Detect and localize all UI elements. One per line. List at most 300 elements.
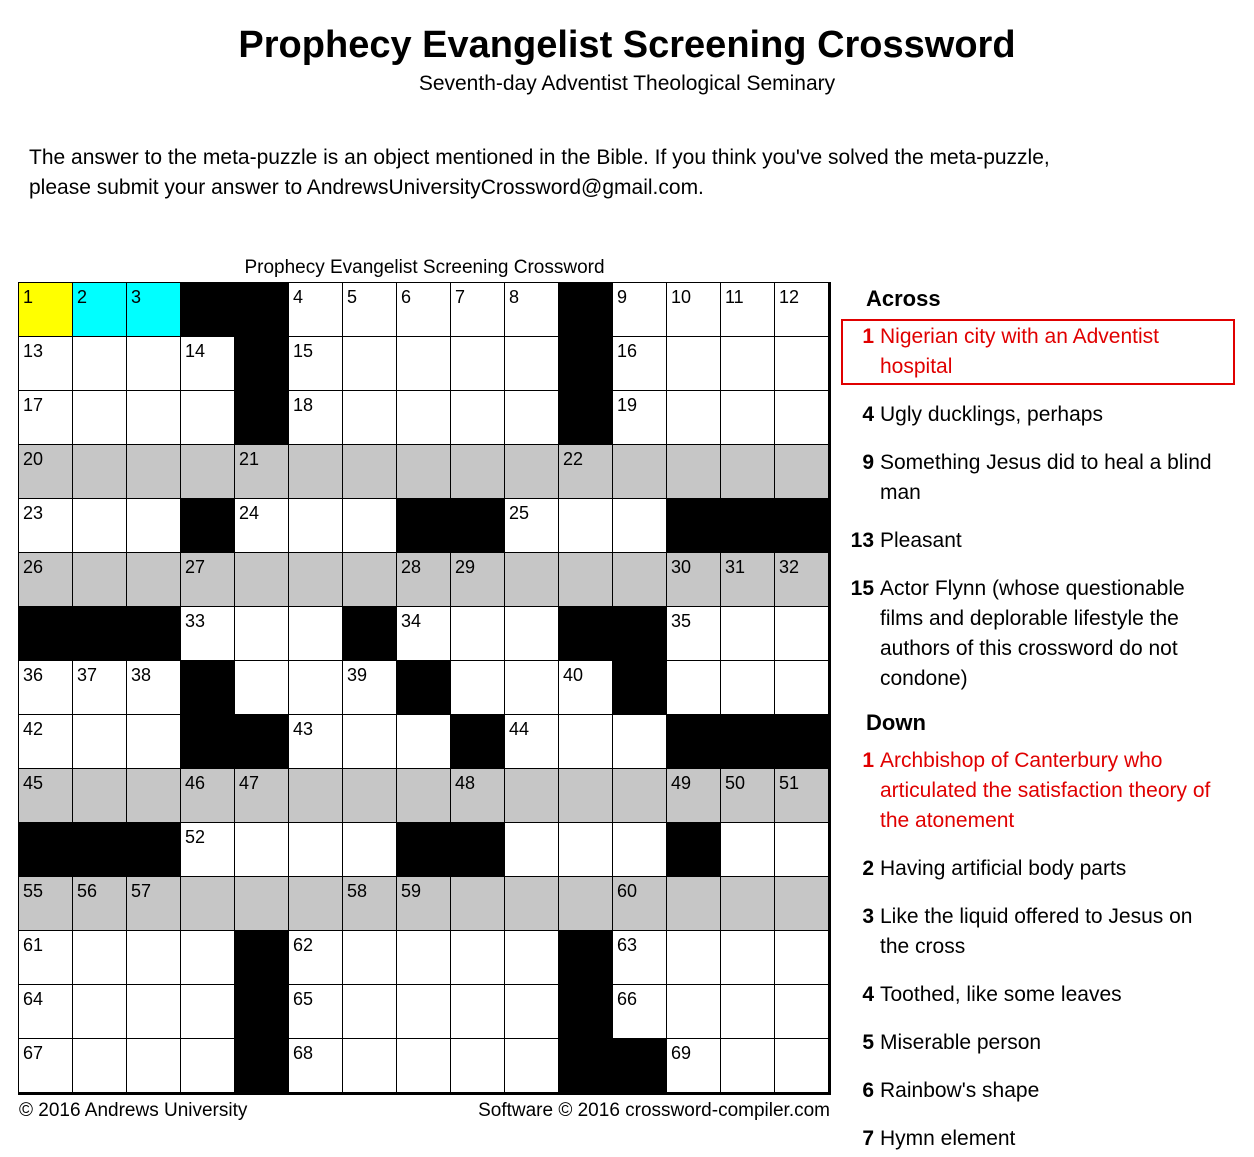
grid-cell[interactable] <box>451 985 505 1039</box>
clue-down-4[interactable] <box>841 977 1235 1013</box>
grid-cell[interactable] <box>19 553 73 607</box>
grid-cell[interactable] <box>73 985 127 1039</box>
grid-cell[interactable] <box>775 607 829 661</box>
grid-cell[interactable] <box>775 931 829 985</box>
instructions-line-1: The answer to the meta-puzzle is an object mentioned in the Bible. If you think you've solved the meta-puzzle, <box>29 146 1050 169</box>
cell-number: 22 <box>563 449 584 469</box>
grid-cell[interactable] <box>613 553 667 607</box>
cell-number: 67 <box>23 1043 44 1063</box>
cell-number: 8 <box>509 287 520 307</box>
grid-cell[interactable] <box>775 877 829 931</box>
grid-cell[interactable] <box>559 499 613 553</box>
grid-block <box>235 391 289 445</box>
grid-cell[interactable] <box>721 769 775 823</box>
grid-cell[interactable] <box>451 283 505 337</box>
grid-cell[interactable] <box>613 931 667 985</box>
clue-text: Having artificial body parts <box>880 857 1127 880</box>
grid-cell[interactable] <box>505 283 559 337</box>
grid-cell[interactable] <box>451 445 505 499</box>
clue-across-15[interactable] <box>841 571 1235 697</box>
grid-block <box>397 499 451 553</box>
grid-cell[interactable] <box>235 445 289 499</box>
grid-cell[interactable] <box>775 769 829 823</box>
grid-cell[interactable] <box>19 661 73 715</box>
grid-cell[interactable] <box>505 823 559 877</box>
grid-cell[interactable] <box>343 499 397 553</box>
grid-cell[interactable] <box>505 877 559 931</box>
grid-cell[interactable] <box>505 499 559 553</box>
grid-cell[interactable] <box>667 607 721 661</box>
grid-cell[interactable] <box>775 391 829 445</box>
grid-cell[interactable] <box>613 715 667 769</box>
grid-block <box>775 715 829 769</box>
grid-cell[interactable] <box>613 877 667 931</box>
clue-across-4[interactable] <box>841 397 1235 433</box>
grid-block <box>235 1039 289 1093</box>
grid-cell[interactable] <box>73 1039 127 1093</box>
grid-cell[interactable] <box>667 877 721 931</box>
grid-cell[interactable] <box>289 1039 343 1093</box>
grid-cell[interactable] <box>667 337 721 391</box>
grid-cell[interactable] <box>721 337 775 391</box>
grid-cell[interactable] <box>667 1039 721 1093</box>
grid-cell[interactable] <box>505 931 559 985</box>
grid-cell[interactable] <box>181 607 235 661</box>
grid-cell[interactable] <box>613 445 667 499</box>
cell-number: 55 <box>23 881 44 901</box>
grid-cell[interactable] <box>19 985 73 1039</box>
clue-text: Pleasant <box>880 529 962 552</box>
grid-cell[interactable] <box>451 931 505 985</box>
grid-cell[interactable] <box>343 769 397 823</box>
cell-number: 56 <box>77 881 98 901</box>
grid-cell[interactable] <box>127 391 181 445</box>
grid-cell[interactable] <box>559 553 613 607</box>
grid-cell[interactable] <box>235 877 289 931</box>
grid-cell[interactable] <box>721 283 775 337</box>
grid-cell[interactable] <box>19 499 73 553</box>
grid-cell[interactable] <box>73 661 127 715</box>
grid-cell[interactable] <box>73 553 127 607</box>
cell-number: 34 <box>401 611 422 631</box>
cell-number: 60 <box>617 881 638 901</box>
grid-cell[interactable] <box>73 877 127 931</box>
grid-cell[interactable] <box>775 985 829 1039</box>
grid-cell[interactable] <box>127 283 181 337</box>
grid-cell[interactable] <box>775 823 829 877</box>
cell-number: 32 <box>779 557 800 577</box>
grid-cell[interactable] <box>127 445 181 499</box>
grid-block <box>127 823 181 877</box>
cell-number: 69 <box>671 1043 692 1063</box>
grid-block <box>559 1039 613 1093</box>
grid-cell[interactable] <box>19 877 73 931</box>
grid-block <box>613 661 667 715</box>
grid-cell[interactable] <box>289 823 343 877</box>
grid-cell[interactable] <box>73 391 127 445</box>
grid-block <box>181 283 235 337</box>
clue-down-3[interactable] <box>841 899 1235 965</box>
grid-cell[interactable] <box>397 877 451 931</box>
cell-number: 24 <box>239 503 260 523</box>
grid-cell[interactable] <box>667 985 721 1039</box>
grid-cell[interactable] <box>397 445 451 499</box>
page-subtitle: Seventh-day Adventist Theological Seminary <box>418 72 836 95</box>
page-title: Prophecy Evangelist Screening Crossword <box>238 24 1016 66</box>
cell-number: 12 <box>779 287 800 307</box>
grid-cell[interactable] <box>775 337 829 391</box>
across-clue-list <box>841 319 1241 697</box>
clue-number: 5 <box>862 1031 874 1054</box>
grid-cell[interactable] <box>343 391 397 445</box>
grid-cell[interactable] <box>73 445 127 499</box>
grid-cell[interactable] <box>667 391 721 445</box>
grid-cell[interactable] <box>19 445 73 499</box>
grid-cell[interactable] <box>721 877 775 931</box>
grid-cell[interactable] <box>289 661 343 715</box>
grid-block <box>235 337 289 391</box>
cell-number: 21 <box>239 449 260 469</box>
cell-number: 42 <box>23 719 44 739</box>
grid-cell[interactable] <box>127 1039 181 1093</box>
clue-across-1[interactable] <box>841 319 1235 385</box>
grid-cell[interactable] <box>397 985 451 1039</box>
grid-block <box>19 823 73 877</box>
grid-cell[interactable] <box>559 445 613 499</box>
grid-cell[interactable] <box>721 391 775 445</box>
grid-cell[interactable] <box>343 1039 397 1093</box>
grid-cell[interactable] <box>181 769 235 823</box>
grid-cell[interactable] <box>73 283 127 337</box>
grid-cell[interactable] <box>19 1039 73 1093</box>
grid-cell[interactable] <box>451 769 505 823</box>
grid-block <box>181 715 235 769</box>
grid-cell[interactable] <box>181 391 235 445</box>
crossword-grid[interactable] <box>18 282 831 1095</box>
clue-text: Nigerian city with an Adventist hospital <box>880 325 1159 378</box>
clue-number: 6 <box>862 1079 874 1102</box>
instructions-line-2: please submit your answer to AndrewsUniversityCrossword@gmail.com. <box>29 176 704 199</box>
grid-block <box>721 499 775 553</box>
cell-number: 61 <box>23 935 44 955</box>
grid-cell[interactable] <box>289 769 343 823</box>
cell-number: 2 <box>77 287 88 307</box>
cell-number: 49 <box>671 773 692 793</box>
grid-cell[interactable] <box>397 391 451 445</box>
grid-cell[interactable] <box>235 661 289 715</box>
clue-text: Like the liquid offered to Jesus on the cross <box>880 905 1193 958</box>
grid-cell[interactable] <box>451 553 505 607</box>
grid-cell[interactable] <box>667 931 721 985</box>
grid-cell[interactable] <box>289 715 343 769</box>
grid-cell[interactable] <box>127 715 181 769</box>
grid-block <box>559 931 613 985</box>
grid-cell[interactable] <box>343 661 397 715</box>
grid-cell[interactable] <box>721 445 775 499</box>
grid-cell[interactable] <box>289 283 343 337</box>
grid-cell[interactable] <box>181 1039 235 1093</box>
copyright-text: © 2016 Andrews University <box>19 1100 248 1121</box>
grid-block <box>721 715 775 769</box>
grid-cell[interactable] <box>613 391 667 445</box>
grid-block <box>235 283 289 337</box>
grid-cell[interactable] <box>235 823 289 877</box>
grid-cell[interactable] <box>559 715 613 769</box>
grid-cell[interactable] <box>775 445 829 499</box>
grid-cell[interactable] <box>127 553 181 607</box>
cell-number: 64 <box>23 989 44 1009</box>
grid-cell[interactable] <box>127 661 181 715</box>
grid-block <box>235 715 289 769</box>
grid-cell[interactable] <box>19 283 73 337</box>
grid-cell[interactable] <box>289 607 343 661</box>
grid-cell[interactable] <box>613 985 667 1039</box>
grid-cell[interactable] <box>397 931 451 985</box>
grid-cell[interactable] <box>721 661 775 715</box>
grid-cell[interactable] <box>289 337 343 391</box>
grid-cell[interactable] <box>73 715 127 769</box>
cell-number: 1 <box>23 287 34 307</box>
grid-cell[interactable] <box>451 877 505 931</box>
clue-text: Toothed, like some leaves <box>880 983 1122 1006</box>
grid-cell[interactable] <box>289 877 343 931</box>
grid-cell[interactable] <box>289 985 343 1039</box>
grid-cell[interactable] <box>451 391 505 445</box>
grid-cell[interactable] <box>19 337 73 391</box>
grid-cell[interactable] <box>775 283 829 337</box>
cell-number: 26 <box>23 557 44 577</box>
clue-down-6[interactable] <box>841 1073 1235 1109</box>
grid-cell[interactable] <box>73 769 127 823</box>
grid-cell[interactable] <box>667 553 721 607</box>
grid-cell[interactable] <box>181 553 235 607</box>
clue-down-2[interactable] <box>841 851 1235 887</box>
grid-cell[interactable] <box>397 283 451 337</box>
grid-cell[interactable] <box>343 283 397 337</box>
clue-text: Miserable person <box>880 1031 1042 1054</box>
clue-down-1[interactable] <box>841 743 1235 839</box>
grid-cell[interactable] <box>127 769 181 823</box>
grid-cell[interactable] <box>127 499 181 553</box>
grid-cell[interactable] <box>235 607 289 661</box>
software-credit: Software © 2016 crossword-compiler.com <box>478 1100 830 1121</box>
cell-number: 9 <box>617 287 628 307</box>
cell-number: 31 <box>725 557 746 577</box>
grid-cell[interactable] <box>505 391 559 445</box>
grid-cell[interactable] <box>667 769 721 823</box>
grid-cell[interactable] <box>451 1039 505 1093</box>
grid-cell[interactable] <box>235 769 289 823</box>
grid-block <box>397 661 451 715</box>
grid-cell[interactable] <box>775 553 829 607</box>
cell-number: 15 <box>293 341 314 361</box>
grid-cell[interactable] <box>127 931 181 985</box>
grid-cell[interactable] <box>451 607 505 661</box>
clue-across-13[interactable] <box>841 523 1235 559</box>
grid-cell[interactable] <box>505 445 559 499</box>
grid-cell[interactable] <box>775 661 829 715</box>
cell-number: 17 <box>23 395 44 415</box>
cell-number: 23 <box>23 503 44 523</box>
grid-cell[interactable] <box>667 283 721 337</box>
cell-number: 52 <box>185 827 206 847</box>
grid-cell[interactable] <box>505 337 559 391</box>
grid-cell[interactable] <box>505 607 559 661</box>
grid-cell[interactable] <box>559 823 613 877</box>
grid-cell[interactable] <box>73 337 127 391</box>
clue-across-9[interactable] <box>841 445 1235 511</box>
grid-block <box>667 499 721 553</box>
grid-cell[interactable] <box>397 1039 451 1093</box>
grid-cell[interactable] <box>343 715 397 769</box>
grid-cell[interactable] <box>289 445 343 499</box>
clue-text: Actor Flynn (whose questionable films and deplorable lifestyle the authors of this crossword do not condone) <box>880 577 1185 690</box>
grid-block <box>775 499 829 553</box>
grid-cell[interactable] <box>343 931 397 985</box>
clue-number: 1 <box>862 749 874 772</box>
grid-block <box>451 715 505 769</box>
clue-number: 4 <box>862 403 874 426</box>
grid-cell[interactable] <box>235 499 289 553</box>
grid-cell[interactable] <box>397 607 451 661</box>
grid-cell[interactable] <box>127 985 181 1039</box>
grid-block <box>667 823 721 877</box>
grid-cell[interactable] <box>181 985 235 1039</box>
grid-cell[interactable] <box>721 553 775 607</box>
grid-cell[interactable] <box>559 769 613 823</box>
grid-cell[interactable] <box>235 553 289 607</box>
grid-cell[interactable] <box>127 337 181 391</box>
cell-number: 50 <box>725 773 746 793</box>
grid-cell[interactable] <box>667 445 721 499</box>
clue-number: 4 <box>862 983 874 1006</box>
cell-number: 14 <box>185 341 206 361</box>
grid-cell[interactable] <box>289 931 343 985</box>
cell-number: 10 <box>671 287 692 307</box>
grid-cell[interactable] <box>19 391 73 445</box>
grid-cell[interactable] <box>397 715 451 769</box>
cell-number: 3 <box>131 287 142 307</box>
grid-cell[interactable] <box>505 769 559 823</box>
grid-cell[interactable] <box>721 607 775 661</box>
clue-number: 7 <box>862 1127 874 1150</box>
grid-cell[interactable] <box>505 553 559 607</box>
grid-block <box>451 823 505 877</box>
grid-block <box>343 607 397 661</box>
grid-cell[interactable] <box>721 1039 775 1093</box>
grid-cell[interactable] <box>505 661 559 715</box>
cell-number: 66 <box>617 989 638 1009</box>
cell-number: 13 <box>23 341 44 361</box>
grid-block <box>235 985 289 1039</box>
grid-cell[interactable] <box>397 553 451 607</box>
clue-text: Rainbow's shape <box>880 1079 1040 1102</box>
cell-number: 40 <box>563 665 584 685</box>
cell-number: 33 <box>185 611 206 631</box>
grid-cell[interactable] <box>343 337 397 391</box>
grid-block <box>559 391 613 445</box>
grid-cell[interactable] <box>181 337 235 391</box>
grid-cell[interactable] <box>775 1039 829 1093</box>
grid-cell[interactable] <box>289 391 343 445</box>
cell-number: 18 <box>293 395 314 415</box>
grid-cell[interactable] <box>559 877 613 931</box>
grid-block <box>73 823 127 877</box>
grid-cell[interactable] <box>721 985 775 1039</box>
cell-number: 44 <box>509 719 530 739</box>
grid-cell[interactable] <box>505 715 559 769</box>
clue-text: Something Jesus did to heal a blind man <box>880 451 1212 504</box>
grid-cell[interactable] <box>397 769 451 823</box>
grid-block <box>235 931 289 985</box>
grid-cell[interactable] <box>505 1039 559 1093</box>
grid-cell[interactable] <box>289 553 343 607</box>
grid-cell[interactable] <box>181 877 235 931</box>
grid-cell[interactable] <box>505 985 559 1039</box>
grid-cell[interactable] <box>19 715 73 769</box>
grid-cell[interactable] <box>343 877 397 931</box>
grid-cell[interactable] <box>613 499 667 553</box>
cell-number: 19 <box>617 395 638 415</box>
grid-cell[interactable] <box>721 931 775 985</box>
grid-cell[interactable] <box>343 823 397 877</box>
cell-number: 65 <box>293 989 314 1009</box>
grid-block <box>451 499 505 553</box>
grid-cell[interactable] <box>19 931 73 985</box>
grid-cell[interactable] <box>613 283 667 337</box>
grid-cell[interactable] <box>721 823 775 877</box>
grid-cell[interactable] <box>181 823 235 877</box>
cell-number: 48 <box>455 773 476 793</box>
grid-cell[interactable] <box>73 499 127 553</box>
grid-cell[interactable] <box>613 337 667 391</box>
clue-down-7[interactable] <box>841 1121 1235 1157</box>
grid-block <box>559 607 613 661</box>
grid-cell[interactable] <box>343 985 397 1039</box>
grid-cell[interactable] <box>613 769 667 823</box>
grid-cell[interactable] <box>397 337 451 391</box>
grid-cell[interactable] <box>181 445 235 499</box>
clue-text: Ugly ducklings, perhaps <box>880 403 1103 426</box>
grid-cell[interactable] <box>289 499 343 553</box>
grid-block <box>127 607 181 661</box>
cell-number: 28 <box>401 557 422 577</box>
grid-cell[interactable] <box>181 931 235 985</box>
grid-block <box>667 715 721 769</box>
down-clue-list <box>841 743 1241 1157</box>
cell-number: 35 <box>671 611 692 631</box>
grid-cell[interactable] <box>127 877 181 931</box>
grid-cell[interactable] <box>667 661 721 715</box>
grid-cell[interactable] <box>343 553 397 607</box>
cell-number: 5 <box>347 287 358 307</box>
grid-cell[interactable] <box>559 661 613 715</box>
cell-number: 45 <box>23 773 44 793</box>
cell-number: 37 <box>77 665 98 685</box>
grid-block <box>181 661 235 715</box>
grid-block <box>559 337 613 391</box>
grid-block <box>181 499 235 553</box>
grid-cell[interactable] <box>19 769 73 823</box>
grid-cell[interactable] <box>343 445 397 499</box>
clue-panel[interactable] <box>841 283 1241 1150</box>
grid-cell[interactable] <box>613 823 667 877</box>
cell-number: 63 <box>617 935 638 955</box>
grid-cell[interactable] <box>451 337 505 391</box>
grid-cell[interactable] <box>451 661 505 715</box>
clue-down-5[interactable] <box>841 1025 1235 1061</box>
grid-cell[interactable] <box>73 931 127 985</box>
